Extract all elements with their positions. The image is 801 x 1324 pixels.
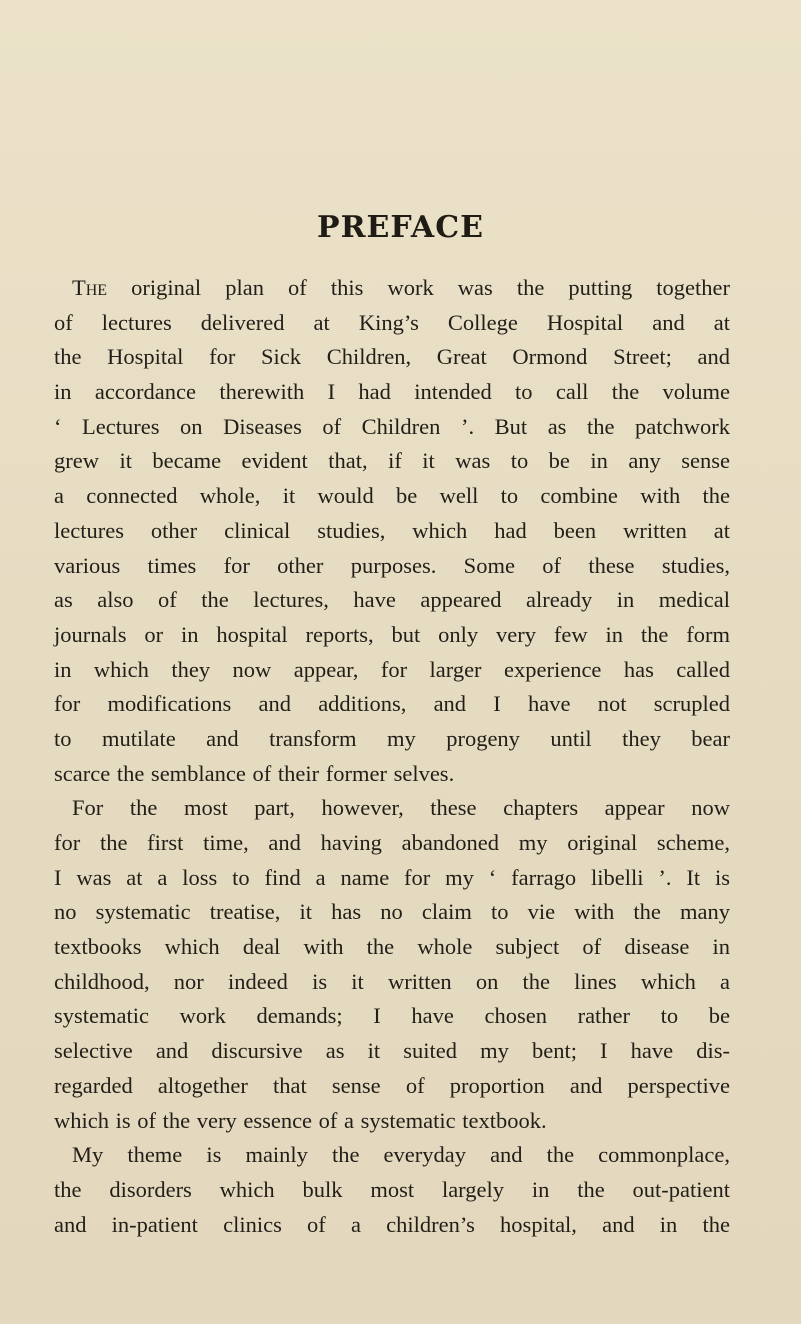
- text-line: and in-patient clinics of a children’s hospital, and in the: [54, 1211, 730, 1237]
- text-line: a connected whole, it would be well to combine with the: [54, 483, 730, 509]
- text-line: for modifications and additions, and I have not scrupled: [54, 691, 730, 717]
- text-line: regarded altogether that sense of proportion and perspective: [54, 1072, 730, 1098]
- text-line: for the first time, and having abandoned my original scheme,: [54, 830, 730, 855]
- text-line: My theme is mainly the everyday and the commonplace,: [72, 1142, 730, 1168]
- line-text: original plan of this work was the putting together: [107, 275, 730, 300]
- text-line: I was at a loss to find a name for my ‘ farrago libelli ’. It is: [54, 864, 730, 890]
- text-line: in accordance therewith I had intended to call the volume: [54, 379, 730, 405]
- text-line: [54, 271, 730, 306]
- text-line: of lectures delivered at King’s College Hospital and at: [54, 309, 730, 335]
- text-line: textbooks which deal with the whole subject of disease in: [54, 934, 730, 960]
- text-line: childhood, nor indeed is it written on the lines which a: [54, 968, 730, 994]
- text-line: For the most part, however, these chapters appear now: [72, 795, 730, 821]
- text-line: in which they now appear, for larger experience has called: [54, 656, 730, 682]
- text-line: the Hospital for Sick Children, Great Ormond Street; and: [54, 344, 730, 370]
- text-line: the disorders which bulk most largely in the out-patient: [54, 1176, 730, 1202]
- text-line: journals or in hospital reports, but only very few in the form: [54, 621, 730, 647]
- text-line: scarce the semblance of their former selves.: [54, 760, 455, 786]
- text-line: systematic work demands; I have chosen rather to be: [54, 1003, 730, 1029]
- text-line: which is of the very essence of a systematic textbook.: [54, 1107, 547, 1133]
- text-line: lectures other clinical studies, which had been written at: [54, 517, 730, 543]
- text-line: various times for other purposes. Some of these studies,: [54, 552, 730, 578]
- text-line: no systematic treatise, it has no claim to vie with the many: [54, 899, 730, 925]
- text-line: as also of the lectures, have appeared already in medical: [54, 587, 730, 613]
- body-text: [54, 271, 730, 1242]
- page-title: PREFACE: [317, 210, 484, 245]
- text-line: to mutilate and transform my progeny until they bear: [54, 725, 730, 751]
- lead-word: The: [72, 275, 108, 300]
- text-line: grew it became evident that, if it was to be in any sense: [54, 448, 730, 474]
- text-line: selective and discursive as it suited my bent; I have dis-: [54, 1038, 730, 1064]
- text-line: ‘ Lectures on Diseases of Children ’. But as the patchwork: [54, 413, 730, 439]
